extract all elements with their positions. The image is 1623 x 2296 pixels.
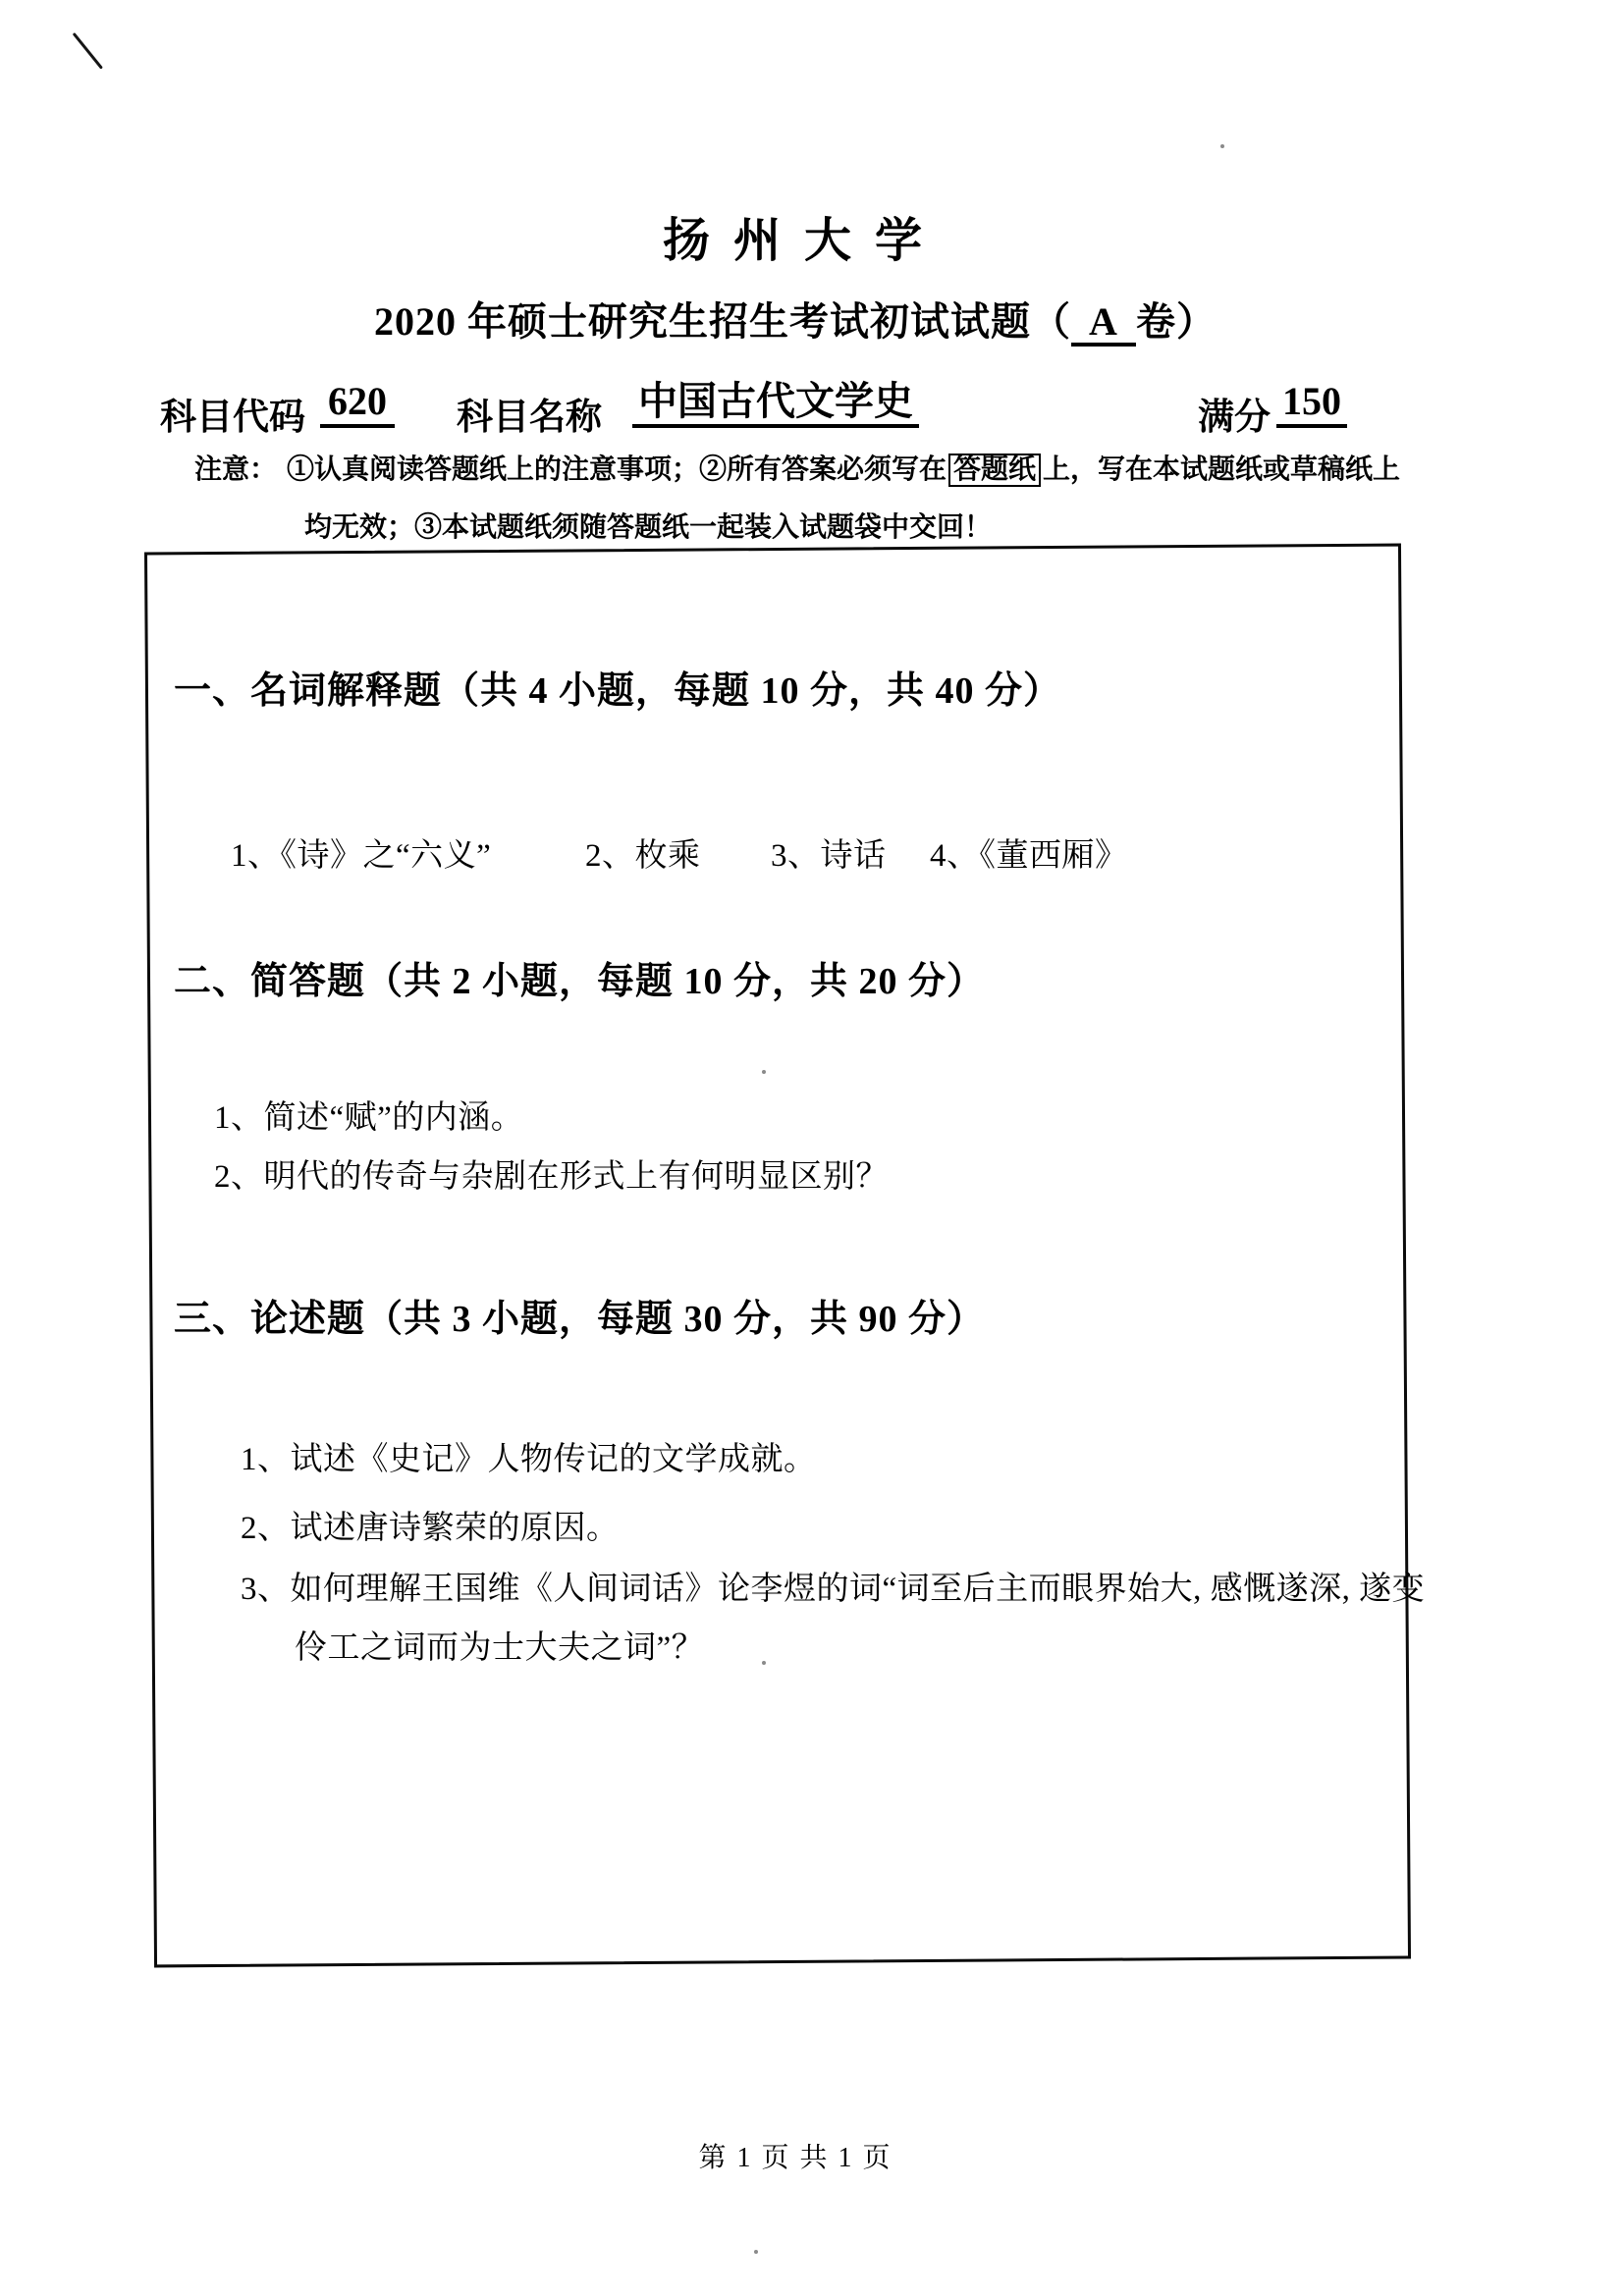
scan-speck — [762, 1661, 766, 1665]
subject-code-label: 科目代码 — [160, 398, 305, 438]
question-item: 2、试述唐诗繁荣的原因。 — [241, 1511, 620, 1546]
answer-sheet-boxed-term: 答题纸 — [948, 454, 1041, 487]
subject-code-value: 620 — [320, 381, 395, 428]
notice-line-2: 均无效；③本试题纸须随答题纸一起装入试题袋中交回！ — [304, 512, 993, 543]
exam-subtitle-suffix: 卷） — [1136, 299, 1217, 344]
paper-type-value: A — [1071, 301, 1136, 347]
question-item-line-1: 3、如何理解王国维《人间词话》论李煜的词“词至后主而眼界始大, 感慨遂深, 遂变 — [241, 1572, 1426, 1607]
pen-stroke-mark — [73, 32, 103, 70]
question-item: 4、《董西厢》 — [930, 838, 1128, 874]
section-2-heading: 二、简答题（共 2 小题，每题 10 分，共 20 分） — [174, 961, 986, 1002]
full-score-label: 满分 — [1198, 398, 1271, 438]
section-1-heading: 一、名词解释题（共 4 小题，每题 10 分，共 40 分） — [174, 670, 1062, 712]
question-area-border — [144, 544, 1411, 1968]
exam-subtitle-prefix: 2020 年硕士研究生招生考试初试试题（ — [374, 299, 1071, 344]
question-item: 1、试述《史记》人物传记的文学成就。 — [241, 1442, 817, 1477]
page-footer: 第 1 页 共 1 页 — [698, 2143, 893, 2173]
question-item: 1、《诗》之“六义” — [231, 838, 492, 874]
notice-line-1 — [194, 454, 1471, 487]
subject-name-label: 科目名称 — [457, 398, 602, 438]
question-item: 3、诗话 — [771, 838, 887, 874]
exam-subtitle — [0, 291, 1591, 347]
scan-speck — [1220, 144, 1224, 148]
notice-line1-part2: 上，写在本试题纸或草稿纸上 — [1043, 454, 1401, 485]
section-3-heading: 三、论述题（共 3 小题，每题 30 分，共 90 分） — [174, 1299, 986, 1340]
question-item: 2、枚乘 — [585, 838, 701, 874]
university-title: 扬 州 大 学 — [662, 215, 928, 267]
scan-speck — [754, 2250, 758, 2254]
subject-name-value: 中国古代文学史 — [632, 381, 919, 428]
notice-label: 注意： — [194, 454, 278, 485]
scan-speck — [762, 1070, 766, 1074]
exam-notice — [194, 454, 1471, 544]
notice-line1-part1: ①认真阅读答题纸上的注意事项；②所有答案必须写在 — [287, 454, 947, 485]
question-item: 2、明代的传奇与杂剧在形式上有何明显区别？ — [214, 1159, 889, 1195]
question-item: 1、简述“赋”的内涵。 — [214, 1100, 524, 1136]
full-score-value: 150 — [1276, 381, 1347, 428]
question-item-line-2: 伶工之词而为士大夫之词”？ — [295, 1630, 705, 1666]
